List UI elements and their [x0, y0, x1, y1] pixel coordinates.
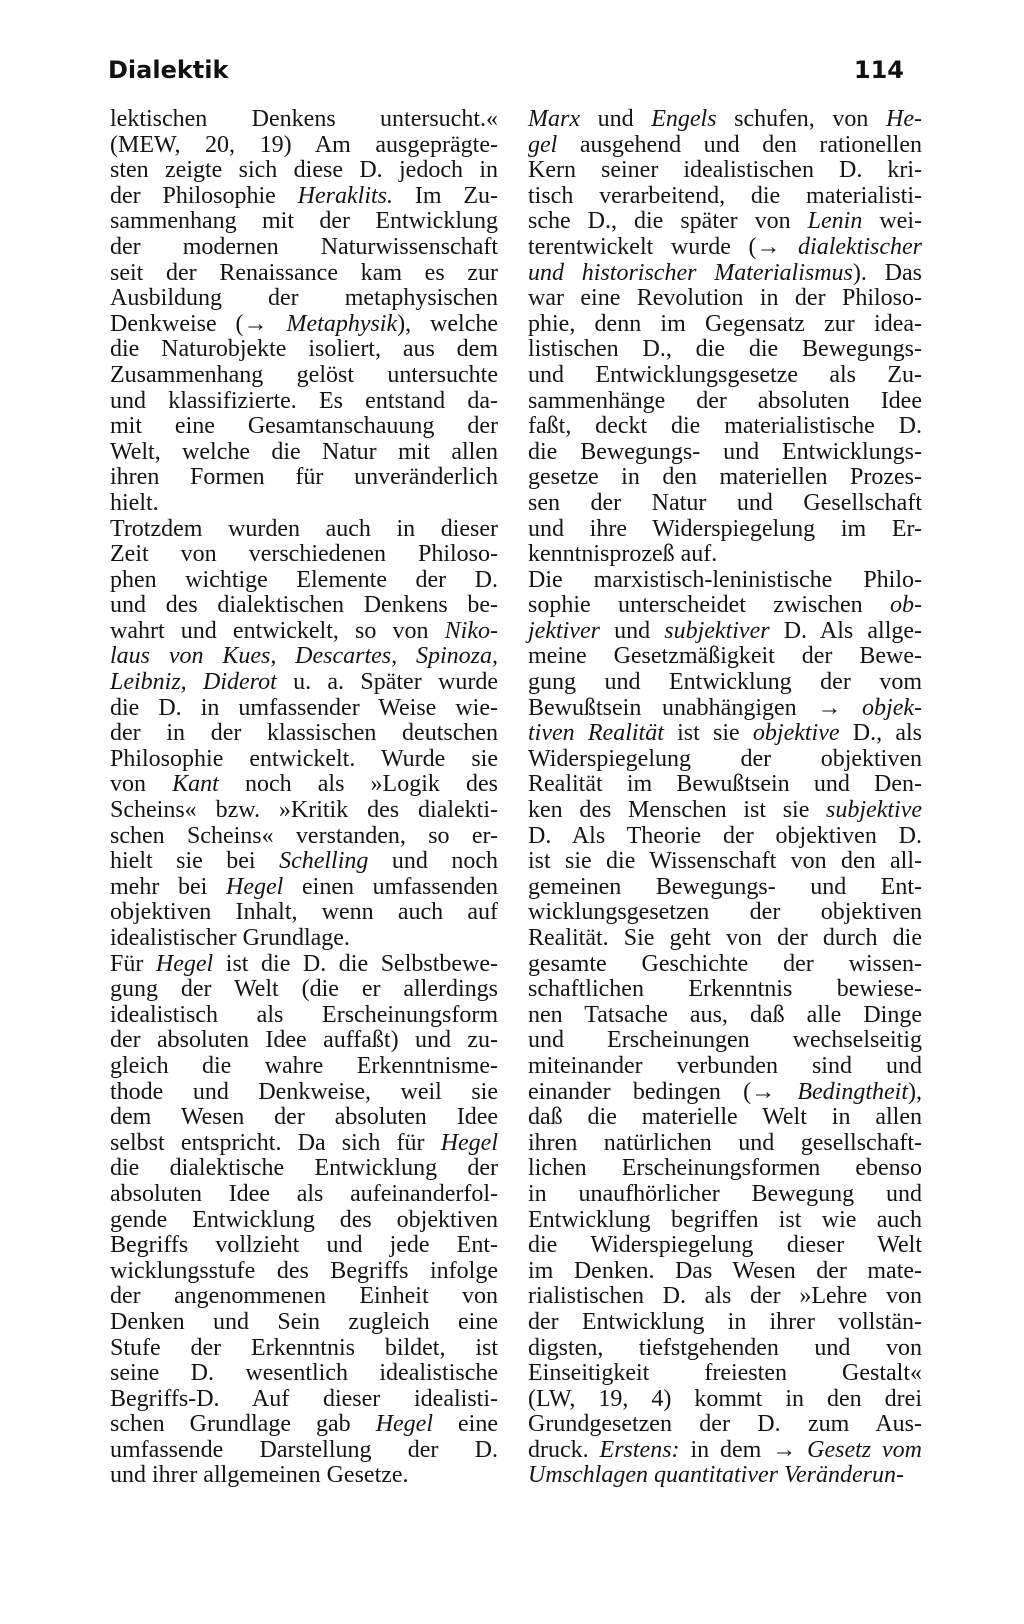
text-line: ken des Menschen ist sie subjektive	[528, 797, 922, 824]
text-line: jektiver und subjektiver D. Als allge-	[528, 617, 923, 644]
text-line: und ihre Widerspiegelung im Er-	[528, 515, 922, 542]
text-line: schaftlichen Erkenntnis bewiese-	[528, 976, 922, 1003]
text-line: mehr bei Hegel einen umfassenden	[110, 873, 498, 900]
text-line: Denken und Sein zugleich eine	[110, 1308, 498, 1335]
text-line: Die marxistisch-leninistische Philo-	[528, 566, 922, 593]
text-line: phie, denn im Gegensatz zur idea-	[528, 310, 922, 337]
text-line: Trotzdem wurden auch in dieser	[110, 515, 498, 542]
text-line: die Naturobjekte isoliert, aus dem	[110, 336, 498, 363]
text-line: Zusammenhang gelöst untersuchte	[110, 361, 498, 388]
left-text-column	[110, 107, 498, 1489]
page-number: 114	[853, 56, 904, 84]
text-line: gel ausgehend und den rationellen	[528, 131, 922, 158]
text-line: wicklungsstufe des Begriffs infolge	[110, 1257, 498, 1284]
text-line: seine D. wesentlich idealistische	[110, 1360, 498, 1387]
text-line: Begriffs vollzieht und jede Ent-	[110, 1232, 498, 1259]
text-line: tisch verarbeitend, die materialisti-	[528, 182, 922, 209]
text-line: Realität. Sie geht von der durch die	[528, 925, 922, 951]
text-line: kenntnisprozeß auf.	[528, 541, 718, 568]
text-line: gung der Welt (die er allerdings	[110, 976, 498, 1003]
text-line: und ihrer allgemeinen Gesetze.	[110, 1462, 409, 1489]
text-line: und Entwicklungsgesetze als Zu-	[528, 361, 922, 388]
text-line: idealistischer Grundlage.	[110, 925, 350, 951]
text-line: Philosophie entwickelt. Wurde sie	[110, 745, 498, 772]
text-line: der modernen Naturwissenschaft	[110, 233, 498, 260]
running-head-title: Dialektik	[108, 56, 229, 84]
text-line: lektischen Denkens untersucht.«	[110, 106, 498, 132]
text-line: wicklungsgesetzen der objektiven	[528, 899, 922, 926]
text-line: schen Grundlage gab Hegel eine	[110, 1411, 498, 1438]
text-line: Grundgesetzen der D. zum Aus-	[528, 1411, 922, 1438]
text-line: seit der Renaissance kam es zur	[110, 259, 498, 286]
text-line: listischen D., die die Bewegungs-	[528, 336, 922, 363]
text-line: hielt sie bei Schelling und noch	[110, 848, 498, 875]
text-line: nen Tatsache aus, daß alle Dinge	[528, 1001, 922, 1028]
text-line: der absoluten Idee auffaßt) und zu-	[110, 1027, 498, 1054]
text-line: D. Als Theorie der objektiven D.	[528, 822, 922, 849]
text-line: daß die materielle Welt in allen	[528, 1104, 922, 1131]
text-line: absoluten Idee als aufeinanderfol-	[110, 1180, 498, 1207]
text-line: ihren natürlichen und gesellschaft-	[528, 1129, 922, 1156]
text-line: (MEW, 20, 19) Am ausgeprägte-	[110, 131, 498, 158]
text-line: die D. in umfassender Weise wie-	[110, 694, 498, 721]
text-line: Leibniz, Diderot u. a. Später wurde	[110, 669, 498, 696]
text-line: phen wichtige Elemente der D.	[110, 566, 498, 593]
text-line: miteinander verbunden sind und	[528, 1052, 922, 1079]
text-line: Scheins« bzw. »Kritik des dialekti-	[110, 797, 498, 824]
text-line: Zeit von verschiedenen Philoso-	[110, 541, 498, 568]
text-line: Einseitigkeit freiesten Gestalt«	[528, 1360, 922, 1387]
text-line: die Widerspiegelung dieser Welt	[528, 1232, 922, 1259]
text-line: laus von Kues, Descartes, Spinoza,	[110, 643, 498, 670]
text-line: gesamte Geschichte der wissen-	[528, 950, 922, 977]
text-line: gesetze in den materiellen Prozes-	[528, 464, 922, 491]
text-line: und historischer Materialismus). Das	[528, 259, 922, 286]
text-line: digsten, tiefstgehenden und von	[528, 1334, 922, 1361]
text-line: druck. Erstens: in dem → Gesetz vom	[528, 1436, 922, 1463]
text-line: terentwickelt wurde (→ dialektischer	[528, 233, 922, 260]
text-line: faßt, deckt die materialistische D.	[528, 413, 922, 440]
text-line: ist sie die Wissenschaft von den all-	[528, 848, 922, 875]
text-line: sammenhang mit der Entwicklung	[110, 208, 498, 235]
text-line: dem Wesen der absoluten Idee	[110, 1104, 498, 1131]
text-line: in unaufhörlicher Bewegung und	[528, 1180, 922, 1207]
text-line: sophie unterscheidet zwischen ob-	[528, 592, 922, 619]
text-line: sche D., die später von Lenin wei-	[528, 208, 922, 235]
text-line: mit eine Gesamtanschauung der	[110, 413, 498, 440]
text-line: der in der klassischen deutschen	[110, 720, 498, 747]
text-line: gung und Entwicklung der vom	[528, 669, 922, 696]
text-line: wahrt und entwickelt, so von Niko-	[110, 617, 498, 644]
right-text-column	[528, 107, 922, 1489]
text-line: umfassende Darstellung der D.	[110, 1436, 498, 1463]
text-line: Entwicklung begriffen ist wie auch	[528, 1206, 922, 1233]
text-line: Begriffs-D. Auf dieser idealisti-	[110, 1385, 498, 1412]
text-line: Denkweise (→ Metaphysik), welche	[110, 310, 499, 337]
page-header	[108, 54, 904, 94]
text-line: war eine Revolution in der Philoso-	[528, 285, 922, 312]
text-line: tiven Realität ist sie objektive D., als	[528, 720, 922, 747]
text-line: im Denken. Das Wesen der mate-	[528, 1257, 922, 1284]
text-line: Für Hegel ist die D. die Selbstbewe-	[110, 950, 498, 977]
text-line: und Erscheinungen wechselseitig	[528, 1027, 922, 1054]
text-line: Ausbildung der metaphysischen	[110, 285, 498, 312]
text-line: einander bedingen (→ Bedingtheit),	[528, 1078, 922, 1105]
text-line: die Bewegungs- und Entwicklungs-	[528, 438, 922, 465]
text-line: Widerspiegelung der objektiven	[528, 745, 922, 772]
text-line: und klassifizierte. Es entstand da-	[110, 387, 498, 414]
text-line: Umschlagen quantitativer Veränderun-	[528, 1462, 904, 1489]
text-line: sammenhänge der absoluten Idee	[528, 387, 922, 414]
text-line: der angenommenen Einheit von	[110, 1283, 498, 1310]
text-line: sen der Natur und Gesellschaft	[528, 489, 922, 516]
text-line: selbst entspricht. Da sich für Hegel	[110, 1129, 498, 1156]
text-line: sten zeigte sich diese D. jedoch in	[110, 157, 498, 184]
text-line: Stufe der Erkenntnis bildet, ist	[110, 1334, 498, 1361]
text-line: schen Scheins« verstanden, so er-	[110, 822, 498, 849]
text-line: der Philosophie Heraklits. Im Zu-	[110, 182, 498, 209]
text-line: Kern seiner idealistischen D. kri-	[528, 157, 922, 184]
text-line: lichen Erscheinungsformen ebenso	[528, 1155, 922, 1182]
text-line: (LW, 19, 4) kommt in den drei	[528, 1385, 922, 1412]
text-line: von Kant noch als »Logik des	[110, 771, 498, 798]
text-line: thode und Denkweise, weil sie	[110, 1078, 498, 1105]
text-line: Realität im Bewußtsein und Den-	[528, 771, 922, 798]
text-line: gende Entwicklung des objektiven	[110, 1206, 498, 1233]
text-line: Bewußtsein unabhängigen → objek-	[528, 694, 922, 721]
text-line: idealistisch als Erscheinungsform	[110, 1001, 498, 1028]
text-line: hielt.	[110, 489, 159, 516]
text-line: rialistischen D. als der »Lehre von	[528, 1283, 922, 1310]
text-line: meine Gesetzmäßigkeit der Bewe-	[528, 643, 922, 670]
text-line: Marx und Engels schufen, von He-	[528, 106, 923, 132]
text-line: ihren Formen für unveränderlich	[110, 464, 498, 491]
text-line: der Entwicklung in ihrer vollstän-	[528, 1308, 922, 1335]
text-line: gleich die wahre Erkenntnisme-	[110, 1052, 498, 1079]
text-line: Welt, welche die Natur mit allen	[110, 438, 498, 465]
text-line: objektiven Inhalt, wenn auch auf	[110, 899, 498, 926]
text-line: und des dialektischen Denkens be-	[110, 592, 498, 619]
text-line: die dialektische Entwicklung der	[110, 1155, 498, 1182]
text-line: gemeinen Bewegungs- und Ent-	[528, 873, 922, 900]
